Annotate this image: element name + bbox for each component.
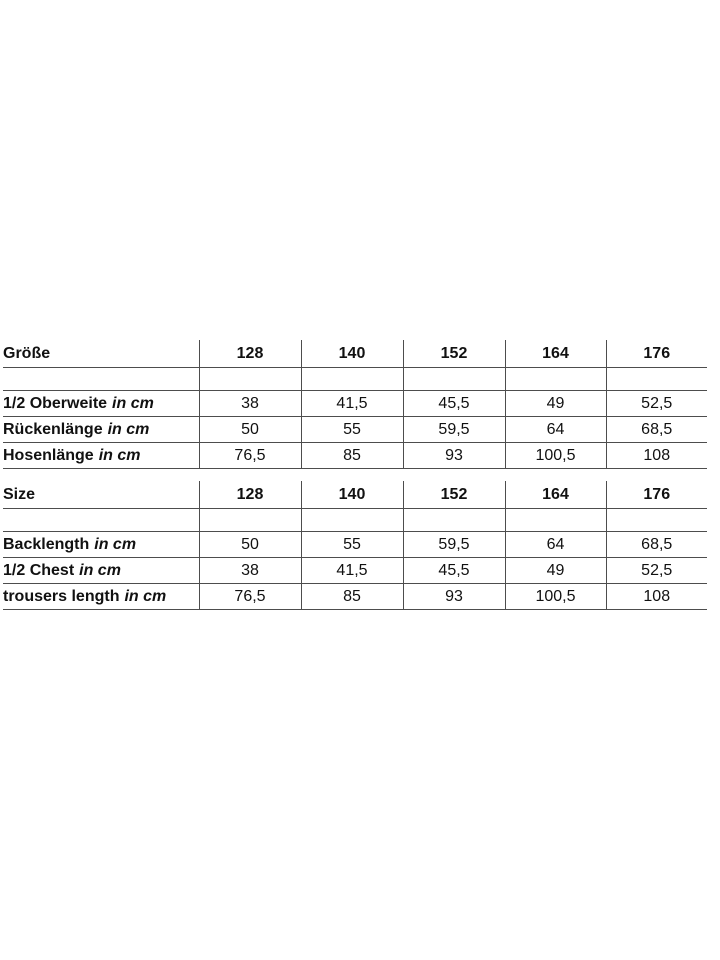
- spacer-cell: [606, 509, 707, 532]
- english-row-trousers-length: [3, 584, 707, 610]
- measurement-value: 85: [301, 584, 403, 610]
- measurement-value: 85: [301, 443, 403, 469]
- measurement-value: 93: [403, 584, 505, 610]
- spacer-cell: [199, 368, 301, 391]
- measurement-label: 1/2 Oberweite: [3, 394, 108, 412]
- measurement-value: 68,5: [606, 532, 707, 558]
- measurement-label-cell: [3, 417, 199, 443]
- measurement-label: 1/2 Chest: [3, 561, 75, 579]
- measurement-value: 49: [505, 391, 606, 417]
- english-row-chest: [3, 558, 707, 584]
- measurement-label-cell: [3, 558, 199, 584]
- measurement-value: 108: [606, 584, 707, 610]
- measurement-value: 52,5: [606, 391, 707, 417]
- measurement-value: 49: [505, 558, 606, 584]
- measurement-value: 68,5: [606, 417, 707, 443]
- spacer-cell: [3, 368, 199, 391]
- measurement-value: 76,5: [199, 443, 301, 469]
- measurement-value: 64: [505, 417, 606, 443]
- english-size-header-164: 164: [505, 481, 606, 509]
- size-table-german: [3, 340, 707, 469]
- spacer-cell: [505, 368, 606, 391]
- spacer-cell: [301, 509, 403, 532]
- unit-suffix: in cm: [124, 587, 167, 605]
- german-size-header-176: 176: [606, 340, 707, 368]
- spacer-cell: [505, 509, 606, 532]
- measurement-value: 45,5: [403, 558, 505, 584]
- english-size-column-title: Size: [3, 481, 199, 509]
- spacer-cell: [403, 368, 505, 391]
- english-size-header-128: 128: [199, 481, 301, 509]
- measurement-label-cell: [3, 443, 199, 469]
- measurement-value: 50: [199, 417, 301, 443]
- measurement-label: Hosenlänge: [3, 446, 94, 464]
- german-size-header-164: 164: [505, 340, 606, 368]
- unit-suffix: in cm: [79, 561, 121, 579]
- measurement-label-cell: [3, 391, 199, 417]
- measurement-value: 45,5: [403, 391, 505, 417]
- unit-suffix: in cm: [98, 446, 141, 464]
- spacer-cell: [3, 509, 199, 532]
- measurement-label: Backlength: [3, 535, 90, 553]
- spacer-cell: [606, 368, 707, 391]
- measurement-value: 50: [199, 532, 301, 558]
- measurement-value: 59,5: [403, 417, 505, 443]
- german-size-header-140: 140: [301, 340, 403, 368]
- measurement-label: Rückenlänge: [3, 420, 103, 438]
- measurement-value: 38: [199, 391, 301, 417]
- measurement-value: 64: [505, 532, 606, 558]
- unit-suffix: in cm: [94, 535, 137, 553]
- measurement-value: 100,5: [505, 584, 606, 610]
- german-row-hosenlaenge: [3, 443, 707, 469]
- german-size-column-title: Größe: [3, 340, 199, 368]
- measurement-value: 59,5: [403, 532, 505, 558]
- spacer-cell: [199, 509, 301, 532]
- german-header-row: [3, 340, 707, 368]
- measurement-value: 55: [301, 532, 403, 558]
- german-size-header-152: 152: [403, 340, 505, 368]
- measurement-value: 108: [606, 443, 707, 469]
- measurement-value: 76,5: [199, 584, 301, 610]
- english-header-row: [3, 481, 707, 509]
- measurement-value: 100,5: [505, 443, 606, 469]
- english-size-header-152: 152: [403, 481, 505, 509]
- measurement-value: 38: [199, 558, 301, 584]
- measurement-label-cell: [3, 584, 199, 610]
- unit-suffix: in cm: [112, 394, 154, 412]
- measurement-value: 41,5: [301, 558, 403, 584]
- english-size-header-176: 176: [606, 481, 707, 509]
- english-spacer-row: [3, 509, 707, 532]
- german-row-rueckenlaenge: [3, 417, 707, 443]
- size-table-english: [3, 481, 707, 610]
- german-spacer-row: [3, 368, 707, 391]
- measurement-label: trousers length: [3, 587, 120, 605]
- measurement-value: 52,5: [606, 558, 707, 584]
- unit-suffix: in cm: [107, 420, 150, 438]
- german-size-header-128: 128: [199, 340, 301, 368]
- spacer-cell: [301, 368, 403, 391]
- measurement-value: 93: [403, 443, 505, 469]
- german-row-oberweite: [3, 391, 707, 417]
- english-row-backlength: [3, 532, 707, 558]
- english-size-header-140: 140: [301, 481, 403, 509]
- spacer-cell: [403, 509, 505, 532]
- measurement-value: 55: [301, 417, 403, 443]
- measurement-value: 41,5: [301, 391, 403, 417]
- measurement-label-cell: [3, 532, 199, 558]
